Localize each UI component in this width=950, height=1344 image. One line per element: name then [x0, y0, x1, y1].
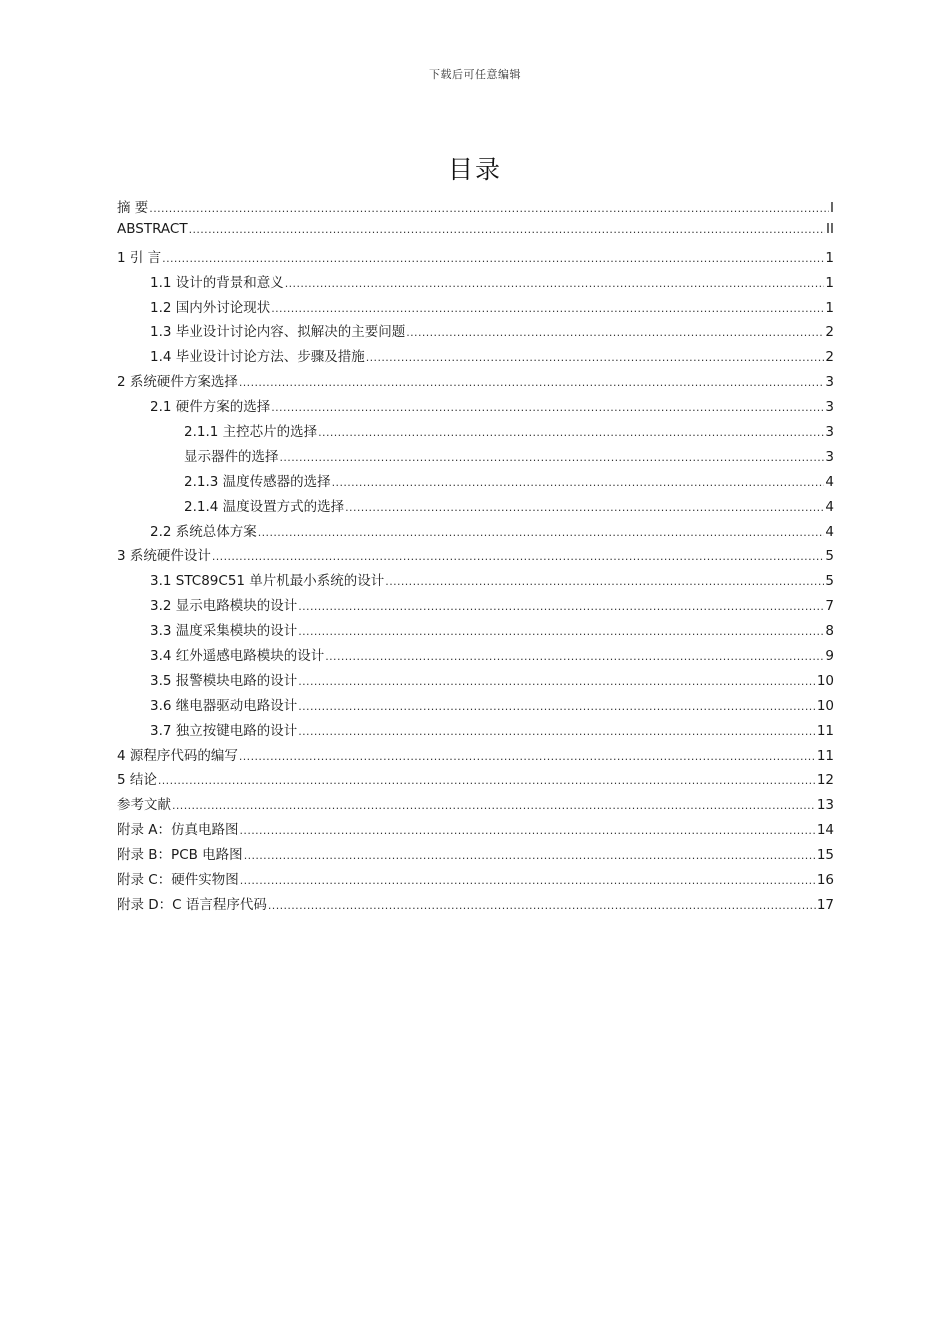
- toc-entry[interactable]: [117, 495, 834, 520]
- dot-leader: [172, 799, 816, 812]
- toc-entry-label: 附录 D：C 语言程序代码: [117, 896, 267, 913]
- dot-leader: [258, 526, 825, 539]
- header-note: 下载后可任意编辑: [429, 68, 521, 81]
- toc-entry[interactable]: [117, 420, 834, 445]
- toc-entry-label: 2.1 硬件方案的选择: [150, 399, 271, 416]
- toc-entry-label: ABSTRACT: [117, 220, 188, 237]
- toc-entry-label: 2.1.3 温度传感器的选择: [184, 473, 331, 490]
- toc-entry[interactable]: [117, 196, 834, 221]
- toc-entry-label: 3.7 独立按键电路的设计: [150, 722, 298, 739]
- dot-leader: [298, 625, 824, 638]
- dot-leader: [268, 899, 816, 912]
- toc-entry-page: 1: [825, 299, 834, 316]
- toc-entry-label: 1.3 毕业设计讨论内容、拟解决的主要问题: [150, 324, 406, 341]
- toc-entry-page: 3: [825, 399, 834, 416]
- dot-leader: [240, 824, 816, 837]
- toc-entry-label: 3.5 报警模块电路的设计: [150, 672, 298, 689]
- toc-entry-label: 1 引 言: [117, 249, 162, 266]
- dot-leader: [239, 750, 816, 763]
- dot-leader: [189, 223, 825, 236]
- toc-entry[interactable]: [117, 594, 834, 619]
- toc-entry-page: 1: [825, 274, 834, 291]
- dot-leader: [318, 426, 824, 439]
- toc-entry[interactable]: [117, 296, 834, 321]
- toc-entry[interactable]: [117, 694, 834, 719]
- toc-entry-page: 5: [825, 548, 834, 565]
- toc-entry-label: 附录 A：仿真电路图: [117, 822, 239, 839]
- toc-entry-page: 4: [825, 498, 834, 515]
- toc-entry-page: 11: [816, 722, 834, 739]
- toc-entry[interactable]: [117, 644, 834, 669]
- toc-entry[interactable]: [117, 544, 834, 569]
- toc-entry-page: 4: [825, 473, 834, 490]
- toc-entry-label: 4 源程序代码的编写: [117, 747, 238, 764]
- toc-entry-page: 15: [816, 847, 834, 864]
- toc-entry-page: 2: [825, 324, 834, 341]
- dot-leader: [298, 675, 816, 688]
- toc-entry-page: 14: [816, 822, 834, 839]
- toc-entry[interactable]: [117, 470, 834, 495]
- toc-entry[interactable]: [117, 843, 834, 868]
- toc-entry-label: 5 结论: [117, 772, 157, 789]
- toc-entry[interactable]: [117, 246, 834, 271]
- table-of-contents: [117, 196, 834, 918]
- toc-title: 目录: [447, 155, 502, 184]
- dot-leader: [406, 326, 824, 339]
- toc-entry-page: 12: [816, 772, 834, 789]
- toc-entry-label: 附录 B：PCB 电路图: [117, 847, 243, 864]
- dot-leader: [298, 725, 816, 738]
- toc-entry-page: 3: [825, 374, 834, 391]
- dot-leader: [158, 774, 816, 787]
- toc-entry-label: 附录 C：硬件实物图: [117, 872, 239, 889]
- toc-entry-label: 2.2 系统总体方案: [150, 523, 257, 540]
- toc-entry-label: 3.6 继电器驱动电路设计: [150, 697, 298, 714]
- toc-entry-page: 3: [825, 448, 834, 465]
- toc-entry-page: 2: [825, 349, 834, 366]
- dot-leader: [240, 874, 816, 887]
- toc-entry-page: 10: [816, 697, 834, 714]
- toc-entry-label: 1.2 国内外讨论现状: [150, 299, 271, 316]
- toc-entry[interactable]: [117, 793, 834, 818]
- toc-entry[interactable]: [117, 395, 834, 420]
- dot-leader: [325, 650, 824, 663]
- dot-leader: [244, 849, 816, 862]
- toc-entry-page: 16: [816, 872, 834, 889]
- toc-entry[interactable]: [117, 893, 834, 918]
- dot-leader: [385, 575, 824, 588]
- toc-entry[interactable]: [117, 669, 834, 694]
- toc-entry[interactable]: [117, 619, 834, 644]
- toc-entry[interactable]: [117, 569, 834, 594]
- toc-entry-label: 参考文献: [117, 797, 171, 814]
- toc-entry[interactable]: [117, 271, 834, 296]
- toc-entry[interactable]: [117, 868, 834, 893]
- toc-entry-label: 1.4 毕业设计讨论方法、步骤及措施: [150, 349, 365, 366]
- toc-entry-page: 8: [825, 623, 834, 640]
- toc-entry[interactable]: [117, 768, 834, 793]
- toc-entry-page: 1: [825, 249, 834, 266]
- toc-entry-label: 显示器件的选择: [184, 448, 279, 465]
- toc-entry-page: 5: [825, 573, 834, 590]
- toc-entry[interactable]: [117, 719, 834, 744]
- toc-entry[interactable]: [117, 818, 834, 843]
- dot-leader: [212, 550, 825, 563]
- toc-entry-label: 3.1 STC89C51 单片机最小系统的设计: [150, 573, 385, 590]
- toc-entry[interactable]: [117, 520, 834, 545]
- dot-leader: [162, 252, 824, 265]
- toc-entry-page: I: [830, 200, 834, 216]
- dot-leader: [280, 451, 825, 464]
- toc-entry-label: 3 系统硬件设计: [117, 548, 211, 565]
- dot-leader: [298, 700, 816, 713]
- dot-leader: [285, 277, 825, 290]
- toc-entry-page: 17: [816, 896, 834, 913]
- toc-entry-label: 摘 要: [117, 200, 149, 216]
- toc-entry-label: 3.2 显示电路模块的设计: [150, 598, 298, 615]
- toc-entry-page: 10: [816, 672, 834, 689]
- toc-entry[interactable]: [117, 744, 834, 769]
- toc-entry[interactable]: [117, 370, 834, 395]
- toc-entry[interactable]: [117, 445, 834, 470]
- toc-entry-label: 1.1 设计的背景和意义: [150, 274, 284, 291]
- toc-entry-page: 13: [816, 797, 834, 814]
- toc-entry-label: 2 系统硬件方案选择: [117, 374, 238, 391]
- toc-entry[interactable]: [117, 345, 834, 370]
- toc-entry[interactable]: [117, 320, 834, 345]
- toc-entry-page: 7: [825, 598, 834, 615]
- toc-entry-page: 4: [825, 523, 834, 540]
- toc-entry-page: 3: [825, 424, 834, 441]
- dot-leader: [366, 351, 825, 364]
- toc-entry-label: 2.1.4 温度设置方式的选择: [184, 498, 345, 515]
- toc-entry-label: 2.1.1 主控芯片的选择: [184, 424, 318, 441]
- dot-leader: [149, 202, 829, 215]
- dot-leader: [239, 376, 825, 389]
- toc-entry[interactable]: [117, 221, 834, 246]
- dot-leader: [332, 476, 825, 489]
- toc-entry-label: 3.3 温度采集模块的设计: [150, 623, 298, 640]
- dot-leader: [298, 600, 824, 613]
- toc-entry-page: 9: [825, 648, 834, 665]
- dot-leader: [345, 501, 824, 514]
- toc-entry-label: 3.4 红外遥感电路模块的设计: [150, 648, 325, 665]
- dot-leader: [271, 302, 824, 315]
- toc-entry-page: 11: [816, 747, 834, 764]
- dot-leader: [271, 401, 824, 414]
- toc-entry-page: II: [826, 220, 834, 237]
